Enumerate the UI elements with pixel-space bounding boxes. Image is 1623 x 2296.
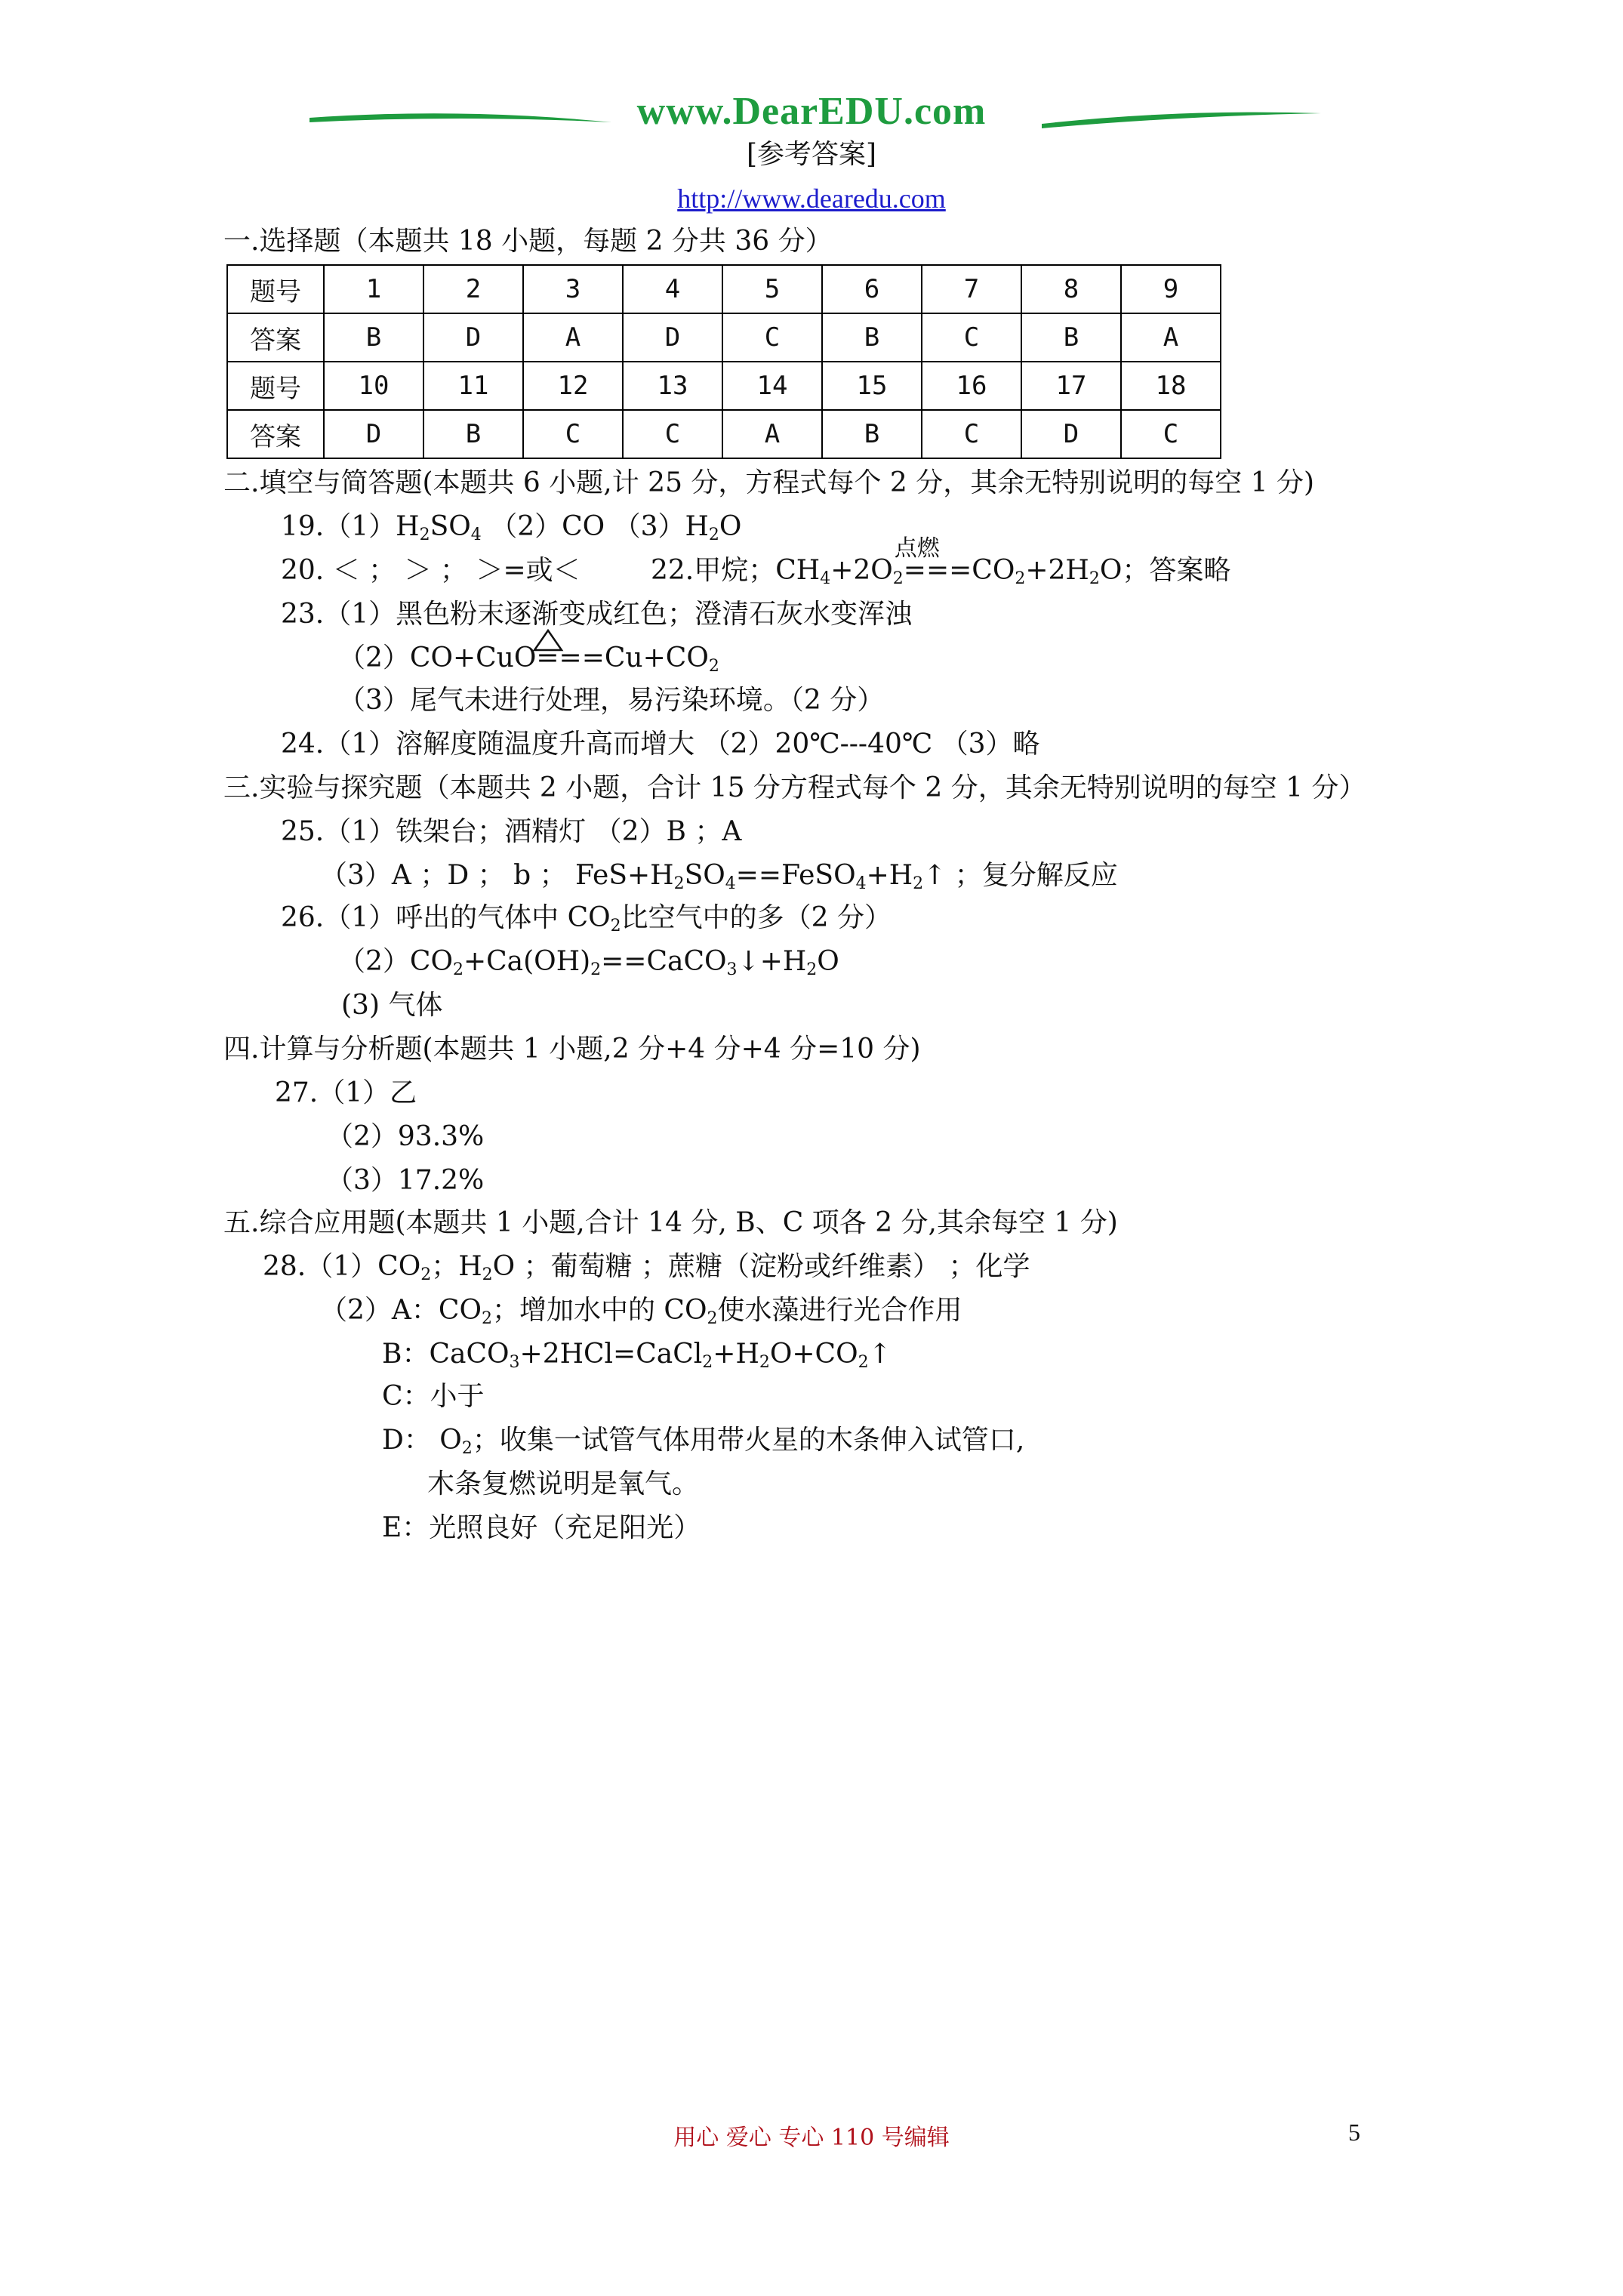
answer-table bbox=[226, 264, 1221, 459]
table-cell: B bbox=[822, 410, 922, 458]
section1-title: 一.选择题（本题共 18 小题，每题 2 分共 36 分） bbox=[223, 226, 833, 257]
table-cell: 10 bbox=[324, 362, 423, 410]
table-row bbox=[227, 362, 1221, 410]
table-cell: B bbox=[324, 313, 423, 362]
table-cell: A bbox=[1121, 313, 1221, 362]
answer-q23-3: （3）尾气未进行处理，易污染环境。（2 分） bbox=[338, 685, 885, 716]
answer-q27-1: 27.（1）乙 bbox=[275, 1077, 417, 1108]
answer-q27-3: （3）17.2% bbox=[326, 1165, 485, 1196]
answer-q20: 20. ＜ ； ＞ ； ＞=或＜ bbox=[281, 555, 581, 586]
reaction-condition: 点燃 bbox=[894, 535, 940, 562]
table-cell: 9 bbox=[1121, 265, 1221, 313]
table-cell: 16 bbox=[922, 362, 1021, 410]
answer-q28-2: （2）A：$CO_2$；增加水中的 $CO_2$使水藻进行光合作用 bbox=[320, 1295, 962, 1328]
row-label: 题号 bbox=[227, 362, 324, 410]
table-cell: C bbox=[523, 410, 623, 458]
table-cell: D bbox=[623, 313, 722, 362]
answer-q22: 22.甲烷；$CH_4+2O_2$ 点燃 $===CO_2+2H_2O$；答案略 bbox=[651, 554, 1230, 587]
table-cell: 1 bbox=[324, 265, 423, 313]
table-row bbox=[227, 410, 1221, 458]
answer-q23-2: （2）CO+CuO $===Cu+CO_2$ bbox=[338, 642, 719, 675]
table-cell: B bbox=[822, 313, 922, 362]
table-cell: 3 bbox=[523, 265, 623, 313]
answer-q28-e: E：光照良好（充足阳光） bbox=[382, 1512, 701, 1543]
table-cell: 4 bbox=[623, 265, 722, 313]
answer-q28-d: D： $O_2$；收集一试管气体用带火星的木条伸入试管口, bbox=[382, 1425, 1025, 1458]
site-url-link[interactable]: http://www.dearedu.com bbox=[677, 183, 946, 214]
table-cell: D bbox=[423, 313, 523, 362]
table-cell: 2 bbox=[423, 265, 523, 313]
answer-q26-3: (3) 气体 bbox=[341, 990, 443, 1021]
section3-title: 三.实验与探究题（本题共 2 小题，合计 15 分方程式每个 2 分，其余无特别说明的每空 1 分） bbox=[223, 772, 1366, 803]
answer-q25-2: （3）A ；D ； b ； $FeS+H_2SO_4==FeSO_4+H_2↑$ ；复分解反应 bbox=[320, 860, 1118, 893]
table-cell: 18 bbox=[1121, 362, 1221, 410]
page-number: 5 bbox=[1348, 2119, 1360, 2146]
table-row bbox=[227, 265, 1221, 313]
table-cell: 17 bbox=[1021, 362, 1121, 410]
table-cell: 8 bbox=[1021, 265, 1121, 313]
table-cell: 13 bbox=[623, 362, 722, 410]
answer-q28-d-continued: 木条复燃说明是氧气。 bbox=[427, 1469, 700, 1499]
table-cell: 14 bbox=[722, 362, 822, 410]
answer-subtitle: [参考答案] bbox=[746, 139, 877, 170]
answer-q28-1: $28.(1)CO_2$；$H_2O$ ；葡萄糖 ；蔗糖（淀粉或纤维素） ；化学 bbox=[263, 1251, 1030, 1284]
table-cell: D bbox=[324, 410, 423, 458]
table-cell: 12 bbox=[523, 362, 623, 410]
section5-title: 五.综合应用题(本题共 1 小题,合计 14 分, B、C 项各 2 分,其余每空 1 分) bbox=[223, 1207, 1118, 1238]
row-label: 答案 bbox=[227, 410, 324, 458]
section4-title: 四.计算与分析题(本题共 1 小题,2 分+4 分+4 分=10 分) bbox=[223, 1034, 921, 1065]
table-cell: C bbox=[922, 410, 1021, 458]
site-logo: www.DearEDU.com bbox=[636, 90, 987, 133]
table-cell: B bbox=[1021, 313, 1121, 362]
answer-q28-c: C：小于 bbox=[382, 1381, 485, 1412]
answer-q24: 24.（1）溶解度随温度升高而增大 （2）20℃---40℃ （3）略 bbox=[281, 729, 1040, 760]
row-label: 答案 bbox=[227, 313, 324, 362]
answer-q26-1: 26.（1）呼出的气体中 $CO_2$比空气中的多（2 分） bbox=[281, 902, 892, 935]
table-cell: C bbox=[623, 410, 722, 458]
footer-editor-note: 用心 爱心 专心 110 号编辑 bbox=[673, 2125, 950, 2151]
table-cell: C bbox=[722, 313, 822, 362]
answer-q27-2: （2）93.3% bbox=[326, 1121, 485, 1152]
section2-title: 二.填空与简答题(本题共 6 小题,计 25 分，方程式每个 2 分，其余无特别说明的每空 1 分) bbox=[223, 467, 1315, 498]
answer-q28-b: B：$CaCO_3+2HCl=CaCl_2+H_2O+CO_2↑$ bbox=[382, 1339, 892, 1372]
table-row bbox=[227, 313, 1221, 362]
table-cell: 11 bbox=[423, 362, 523, 410]
answer-q25-1: 25.（1）铁架台；酒精灯 （2）B ；A bbox=[281, 816, 742, 847]
table-cell: A bbox=[722, 410, 822, 458]
table-cell: 6 bbox=[822, 265, 922, 313]
table-cell: C bbox=[922, 313, 1021, 362]
table-cell: 15 bbox=[822, 362, 922, 410]
heat-triangle-icon bbox=[531, 629, 565, 652]
answer-q19: $19.(1)H_2SO_4$ （2）CO $(3)H_2O$ bbox=[281, 511, 742, 544]
answer-q23-1: 23.（1）黑色粉末逐渐变成红色；澄清石灰水变浑浊 bbox=[281, 599, 913, 630]
table-cell: A bbox=[523, 313, 623, 362]
table-cell: D bbox=[1021, 410, 1121, 458]
row-label: 题号 bbox=[227, 265, 324, 313]
table-cell: C bbox=[1121, 410, 1221, 458]
table-cell: B bbox=[423, 410, 523, 458]
answer-q26-2: $(2)CO_2+Ca(OH)_2==CaCO_3↓+H_2O$ bbox=[338, 946, 839, 979]
table-cell: 5 bbox=[722, 265, 822, 313]
table-cell: 7 bbox=[922, 265, 1021, 313]
